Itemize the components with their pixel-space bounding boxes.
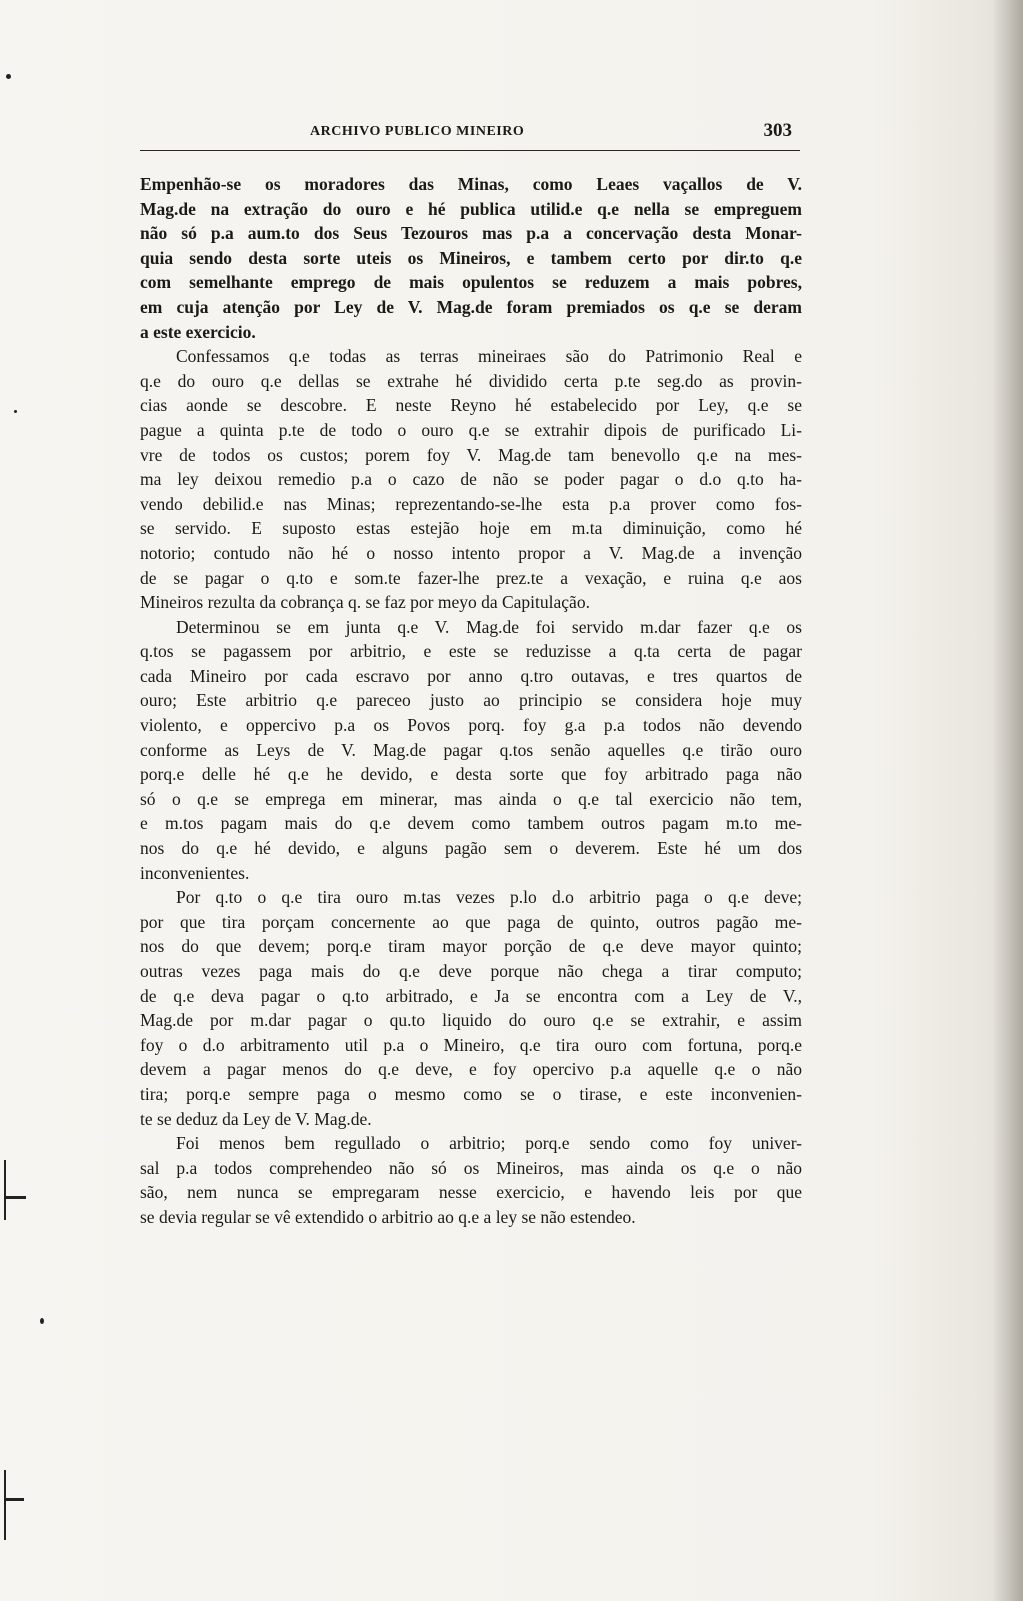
text-line: com semelhante emprego de mais opulentos se reduzem a mais pobres,	[140, 272, 802, 293]
text-line: q.e do ouro q.e dellas se extrahe hé dividido certa p.te seg.do as provin-	[140, 370, 802, 391]
text-line: ouro; Este arbitrio q.e pareceo justo ao principio se considera hoje muy	[140, 690, 802, 711]
text-line: cada Mineiro por cada escravo por anno q.tro outavas, e tres quartos de	[140, 665, 802, 686]
text-line: Confessamos q.e todas as terras mineiraes são do Patrimonio Real e	[176, 346, 802, 367]
text-line: q.tos se pagassem por arbitrio, e este se reduzisse a q.ta certa de pagar	[140, 641, 802, 662]
text-line: vendo debilid.e nas Minas; reprezentando-se-lhe esta p.a prover como fos-	[140, 493, 802, 514]
text-line: Empenhão-se os moradores das Minas, como Leaes vaçallos de V.	[140, 174, 802, 194]
text-line: de q.e deva pagar o q.to arbitrado, e Ja se encontra com a Ley de V.,	[140, 985, 802, 1006]
text-line: nos do que devem; porq.e tiram mayor porção de q.e deve mayor quinto;	[140, 936, 802, 957]
page-number: 303	[763, 120, 792, 141]
margin-mark	[6, 74, 11, 79]
text-line: outras vezes paga mais do q.e deve porque não chega a tirar computo;	[140, 961, 802, 981]
text-line: Por q.to o q.e tira ouro m.tas vezes p.lo d.o arbitrio paga o q.e deve;	[176, 887, 802, 908]
text-line: de se pagar o q.to e som.te fazer-lhe prez.te a vexação, e ruina q.e aos	[140, 567, 802, 588]
margin-mark	[40, 1318, 44, 1324]
text-line: inconvenientes.	[140, 862, 250, 883]
text-line: vre de todos os custos; porem foy V. Mag.de tam benevollo q.e na mes-	[140, 444, 802, 465]
text-line: quia sendo desta sorte uteis os Mineiros, e tambem certo por dir.to q.e	[140, 247, 802, 268]
text-line: se devia regular se vê extendido o arbitrio ao q.e a ley se não estendeo.	[140, 1206, 636, 1227]
running-title: ARCHIVO PUBLICO MINEIRO	[310, 124, 525, 139]
body-text	[140, 172, 802, 1230]
text-line: notorio; contudo não hé o nosso intento propor a V. Mag.de a invenção	[140, 542, 802, 563]
text-line: foy o d.o arbitramento util p.a o Mineiro, q.e tira ouro com fortuna, porq.e	[140, 1034, 802, 1055]
text-line: violento, e oppercivo p.a os Povos porq. foy g.a p.a todos não devendo	[140, 715, 802, 736]
text-line: porq.e delle hé q.e he devido, e desta sorte que foy arbitrado paga não	[140, 764, 802, 785]
text-line: se servido. E suposto estas estejão hoje em m.ta diminuição, como hé	[140, 518, 802, 539]
text-line: Foi menos bem regullado o arbitrio; porq.e sendo como foy univer-	[176, 1133, 802, 1154]
text-line: nos do q.e hé devido, e alguns pagão sem o deverem. Este hé um dos	[140, 838, 802, 859]
text-line: cias aonde se descobre. E neste Reyno hé estabelecido por Ley, q.e se	[140, 395, 802, 416]
header-rule	[140, 150, 800, 151]
margin-mark	[6, 1196, 26, 1199]
text-line: são, nem nunca se empregaram nesse exercicio, e havendo leis por que	[140, 1182, 802, 1203]
text-line: Mineiros rezulta da cobrança q. se faz por meyo da Capitulação.	[140, 592, 590, 613]
text-line: sal p.a todos comprehendeo não só os Mineiros, mas ainda os q.e o não	[140, 1157, 802, 1178]
text-line: tira; porq.e sempre paga o mesmo como se o tirase, e este inconvenien-	[140, 1083, 802, 1104]
margin-mark	[14, 410, 17, 413]
text-line: ma ley deixou remedio p.a o cazo de não se poder pagar o d.o q.to ha-	[140, 469, 802, 490]
text-line: a este exercicio.	[140, 321, 256, 342]
text-line: te se deduz da Ley de V. Mag.de.	[140, 1108, 372, 1129]
page-header	[140, 120, 800, 150]
text-line: por que tira porçam concernente ao que paga de quinto, outros pagão me-	[140, 911, 802, 932]
margin-mark	[4, 1160, 6, 1220]
text-line: conforme as Leys de V. Mag.de pagar q.tos senão aquelles q.e tirão ouro	[140, 739, 802, 760]
text-line: não só p.a aum.to dos Seus Tezouros mas p.a a concervação desta Monar-	[140, 223, 802, 244]
text-line: devem a pagar menos do q.e deve, e foy opercivo p.a aquelle q.e o não	[140, 1059, 802, 1080]
text-line: Mag.de na extração do ouro e hé publica utilid.e q.e nella se empreguem	[140, 198, 802, 219]
text-line: e m.tos pagam mais do q.e devem como tambem outros pagam m.to me-	[140, 813, 802, 834]
text-line: pague a quinta p.te de todo o ouro q.e se extrahir dipois de purificado Li-	[140, 419, 802, 440]
text-line: em cuja atenção por Ley de V. Mag.de foram premiados os q.e se deram	[140, 296, 802, 317]
text-line: só o q.e se emprega em minerar, mas ainda o q.e tal exercicio não tem,	[140, 788, 802, 809]
margin-mark	[6, 1498, 24, 1501]
page-edge-shadow	[993, 0, 1023, 1601]
text-line: Determinou se em junta q.e V. Mag.de foi servido m.dar fazer q.e os	[176, 616, 802, 637]
text-line: Mag.de por m.dar pagar o qu.to liquido do ouro q.e se extrahir, e assim	[140, 1010, 802, 1031]
margin-mark	[4, 1470, 6, 1540]
